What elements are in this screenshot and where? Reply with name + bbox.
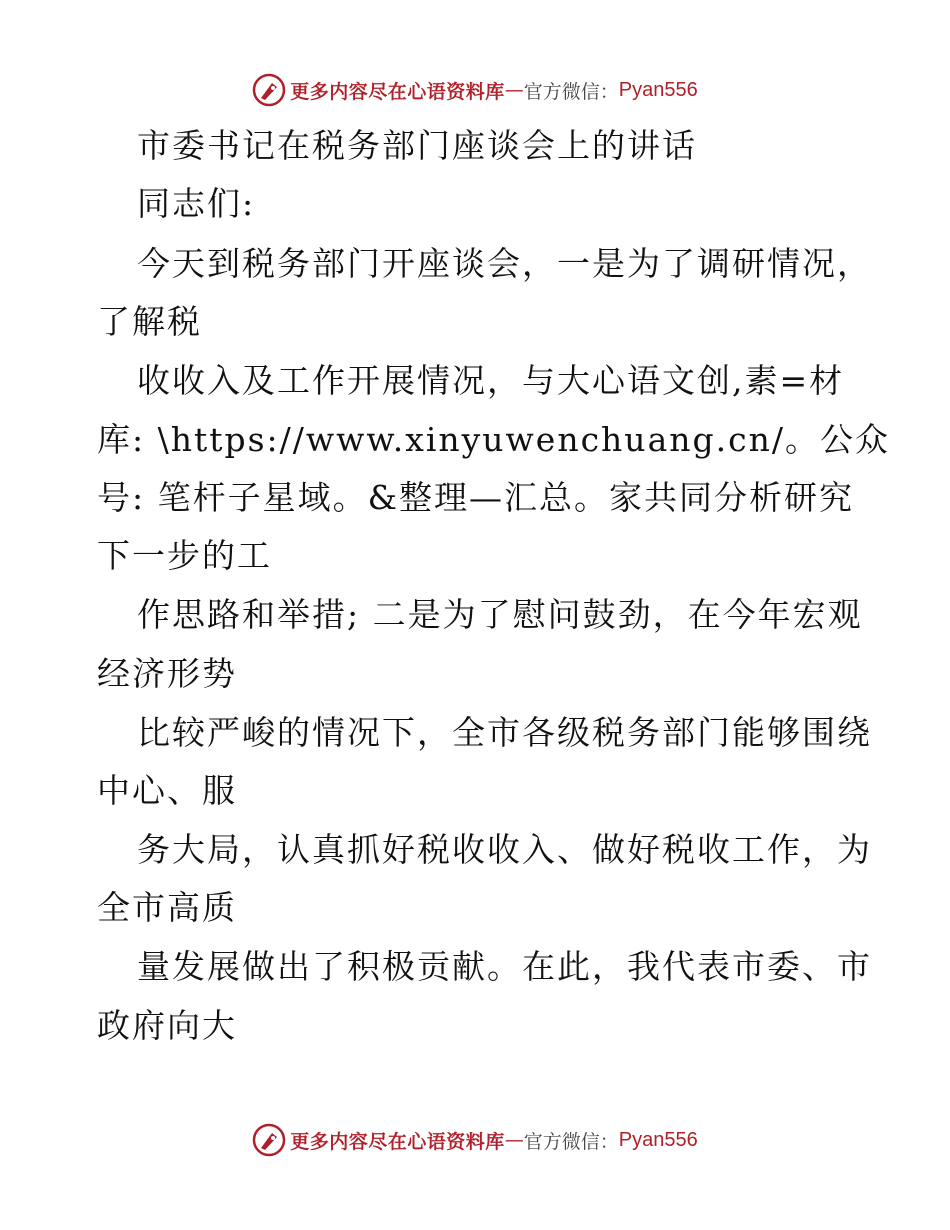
text-line: 下一步的工 [97, 536, 272, 575]
text-line: 收收入及工作开展情况，与大心语文创,素=材 [137, 361, 845, 400]
text-line: 库: \https://www.xinyuwenchuang.cn/。公众 [97, 420, 890, 459]
text-line: 作思路和举措; 二是为了慰问鼓劲，在今年宏观 [137, 595, 863, 634]
text-line: 号: 笔杆子星域。&整理—汇总。家共同分析研究 [97, 478, 854, 517]
banner-wechat-label: 官方微信： [523, 80, 619, 103]
banner-dash: — [504, 1129, 524, 1151]
text-line: 了解税 [97, 302, 202, 341]
text-line: 今天到税务部门开座谈会，一是为了调研情况， [137, 244, 872, 283]
text-line: 经济形势 [97, 654, 237, 693]
text-line: 务大局，认真抓好税收收入、做好税收工作，为 [137, 830, 872, 869]
footer-banner [0, 1120, 950, 1160]
text-line: 量发展做出了积极贡献。在此，我代表市委、市 [137, 947, 872, 986]
text-line: 政府向大 [97, 1006, 237, 1045]
text-line: 中心、服 [97, 771, 237, 810]
banner-wechat-id: Pyan556 [618, 78, 698, 101]
banner-dash: — [504, 79, 524, 101]
header-banner [0, 70, 950, 110]
banner-wechat-label: 官方微信： [523, 1130, 619, 1153]
pen-nib-logo-icon [252, 1123, 286, 1157]
pen-nib-logo-icon [252, 73, 286, 107]
salutation: 同志们: [137, 184, 256, 223]
banner-slogan: 更多内容尽在心语资料库 [290, 1130, 505, 1153]
banner-slogan: 更多内容尽在心语资料库 [290, 80, 505, 103]
text-line: 比较严峻的情况下，全市各级税务部门能够围绕 [137, 713, 872, 752]
text-line: 全市高质 [97, 888, 237, 927]
banner-wechat-id: Pyan556 [618, 1128, 698, 1151]
document-title: 市委书记在税务部门座谈会上的讲话 [137, 126, 697, 165]
